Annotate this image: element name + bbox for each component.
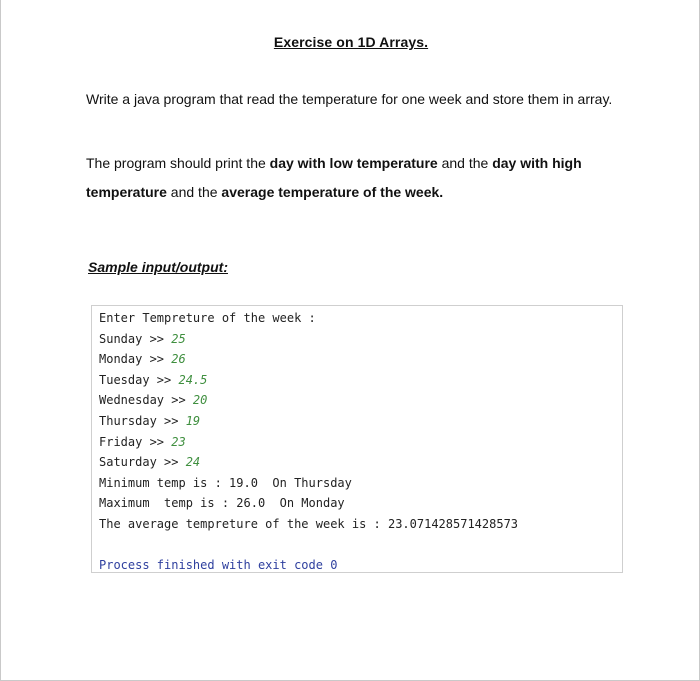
requirements-text: The program should print the (86, 155, 270, 171)
temperature-value: 25 (171, 331, 186, 346)
requirements-bold-high: day with high temperature (86, 155, 582, 200)
console-input-line (99, 390, 622, 411)
console-input-line (99, 329, 622, 350)
console-blank-line (99, 535, 622, 556)
day-label: Sunday >> (99, 331, 172, 346)
page-title: Exercise on 1D Arrays. (273, 34, 429, 50)
console-input-line (99, 370, 622, 391)
requirements-paragraph (86, 149, 646, 207)
console-input-line (99, 432, 622, 453)
console-min-line: Minimum temp is : 19.0 On Thursday (99, 475, 352, 490)
day-label: Thursday >> (99, 413, 186, 428)
temperature-value: 24 (185, 455, 201, 470)
requirements-bold-average: average temperature of the week. (221, 184, 444, 200)
day-label: Tuesday >> (99, 372, 179, 387)
console-input-line (99, 349, 622, 370)
console-output-box (91, 305, 623, 573)
console-input-line (99, 411, 622, 432)
temperature-value: 23 (171, 434, 186, 449)
day-label: Wednesday >> (99, 393, 193, 408)
console-input-line (99, 452, 622, 473)
requirements-text: and the (437, 155, 493, 171)
temperature-value: 26 (171, 352, 186, 367)
temperature-value: 24.5 (178, 372, 208, 387)
temperature-value: 20 (192, 393, 208, 408)
requirements-text: and the (166, 184, 222, 200)
console-max-line: Maximum temp is : 26.0 On Monday (99, 496, 345, 511)
day-label: Friday >> (99, 434, 172, 449)
console-average-line: The average tempreture of the week is : 23.071428571428573 (99, 516, 519, 531)
console-prompt-line: Enter Tempreture of the week : (99, 311, 316, 325)
day-label: Monday >> (99, 352, 172, 367)
console-exit-line: Process finished with exit code 0 (99, 558, 338, 573)
temperature-value: 19 (185, 413, 201, 428)
task-paragraph: Write a java program that read the temperature for one week and store them in array. (86, 91, 613, 107)
sample-heading: Sample input/output: (88, 259, 228, 275)
day-label: Saturday >> (99, 455, 186, 470)
requirements-bold-low: day with low temperature (269, 155, 438, 171)
